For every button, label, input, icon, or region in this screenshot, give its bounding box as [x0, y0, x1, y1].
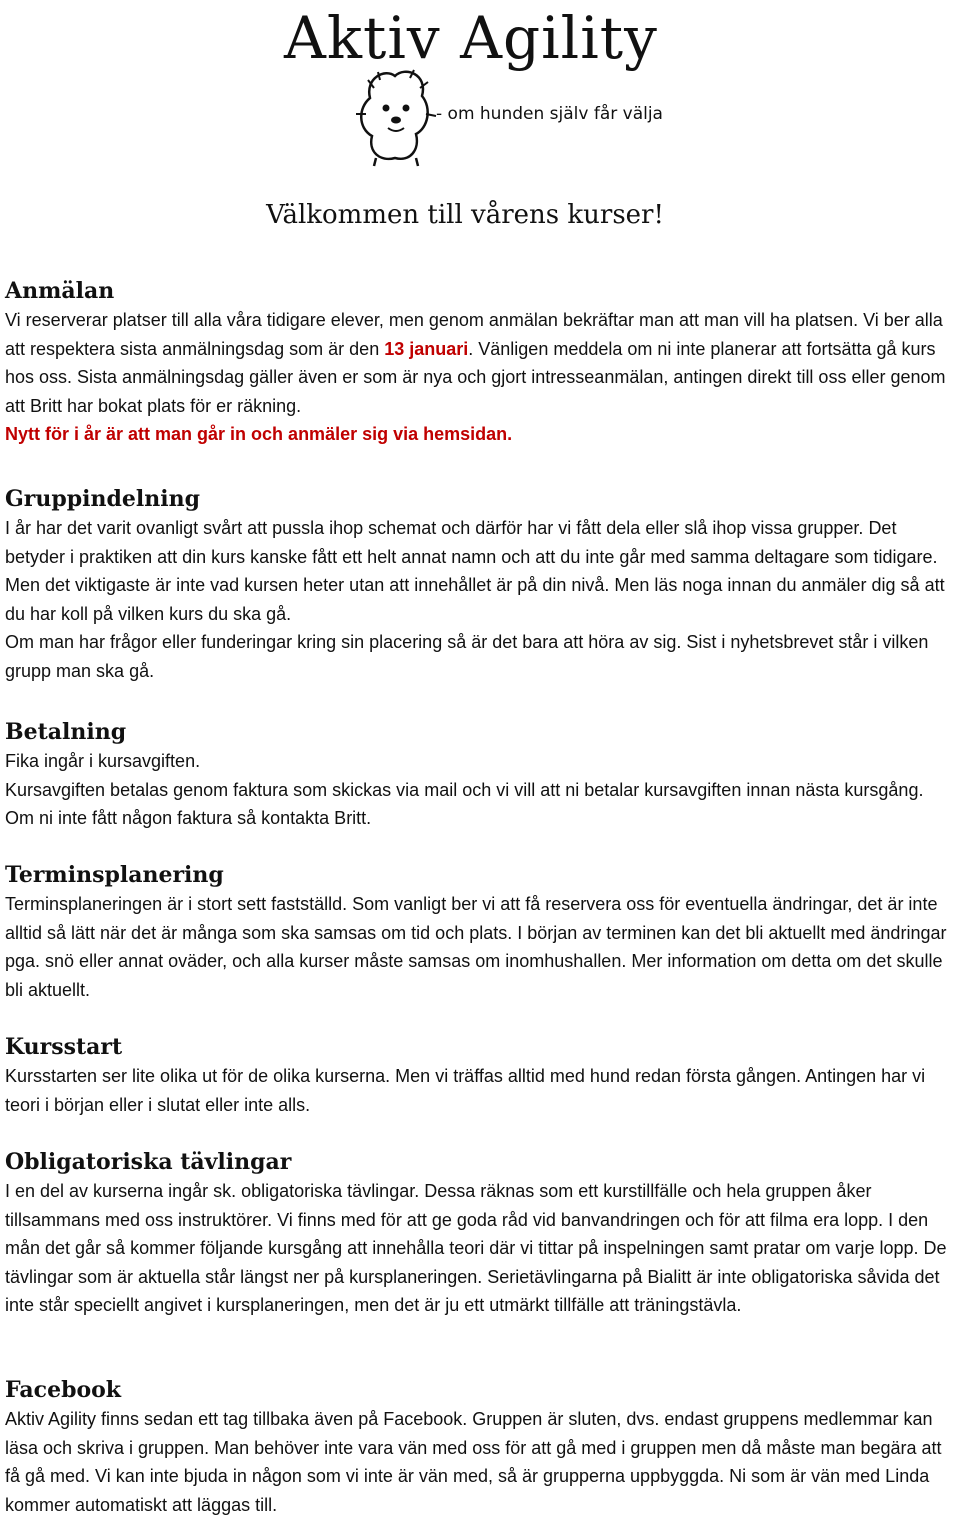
section-text: I år har det varit ovanligt svårt att pussla ihop schemat och därför har vi fått dela eller slå ihop vissa grupper. Det betyder i praktiken att din kurs kanske fått ett helt annat namn och att du inte går med samma deltagare som tidigare. Men det viktigaste är inte vad kursen heter utan att innehållet är på din nivå. Men läs noga innan du anmäler dig så att du har koll på vilken kurs du ska gå.: [5, 518, 945, 624]
section-text: Om man har frågor eller funderingar kring sin placering så är det bara att höra av sig. Sist i nyhetsbrevet står i vilken grupp man ska gå.: [5, 632, 929, 681]
section-heading: Anmälan: [5, 278, 115, 304]
logo-tagline: - om hunden själv får välja: [436, 104, 663, 124]
section-facebook: [5, 1375, 955, 1519]
section-kursstart: [5, 1032, 955, 1119]
section-betalning: [5, 717, 955, 833]
section-text: Terminsplaneringen är i stort sett fastställd. Som vanligt ber vi att få reservera oss för eventuella ändringar, det är inte alltid så lätt när det är många som ska samsas om tid och plats. I början av terminen kan det bli aktuellt med ändringar pga. snö eller annat oväder, och alla kurser måste samsas om inomhushallen. Mer information om detta om det skulle bli aktuellt.: [5, 894, 947, 1000]
section-obligatoriska-tavlingar: [5, 1147, 955, 1320]
section-text: Fika ingår i kursavgiften.: [5, 751, 201, 771]
text-span: . Vänligen meddela om ni inte planerar att fortsätta gå kurs hos oss. Sista anmälningsdag gäller även er som är nya och gjort intresseanmälan, antingen direkt till oss eller genom att Britt har bokat plats för er räkning.: [5, 338, 946, 416]
section-text: Kursstarten ser lite olika ut för de olika kurserna. Men vi träffas alltid med hund redan första gången. Antingen har vi teori i början eller i slutat eller inte alls.: [5, 1066, 926, 1115]
section-heading: Obligatoriska tävlingar: [5, 1149, 292, 1175]
news-note: Nytt för i år är att man går in och anmäler sig via hemsidan.: [5, 424, 513, 444]
section-heading: Kursstart: [5, 1034, 123, 1060]
section-terminsplanering: [5, 860, 955, 1004]
text-span: Vi reserverar platser till alla våra tidigare elever, men genom anmälan bekräftar man att man vill ha platsen. Vi ber alla att respektera sista anmälningsdag som är den: [5, 310, 943, 359]
section-heading: Betalning: [5, 719, 127, 745]
logo-title: Aktiv Agility: [284, 4, 658, 72]
section-anmalan: [5, 276, 955, 449]
deadline-date: 13 januari: [384, 338, 469, 359]
dog-illustration-icon: [340, 58, 450, 168]
section-heading: Terminsplanering: [5, 862, 224, 888]
section-gruppindelning: [5, 484, 955, 685]
section-text: [5, 306, 955, 449]
logo: [280, 0, 710, 170]
section-heading: Facebook: [5, 1377, 122, 1403]
section-text: Aktiv Agility finns sedan ett tag tillbaka även på Facebook. Gruppen är sluten, dvs. endast gruppens medlemmar kan läsa och skriva i gruppen. Man behöver inte vara vän med oss för att gå med i gruppen men då måste man begära att få gå med. Vi kan inte bjuda in någon som vi inte är vän med, så är grupperna uppbyggda. Ni som är vän med Linda kommer automatiskt att läggas till.: [5, 1409, 942, 1515]
section-heading: Gruppindelning: [5, 486, 200, 512]
welcome-heading: Välkommen till vårens kurser!: [266, 200, 664, 230]
section-text: I en del av kurserna ingår sk. obligatoriska tävlingar. Dessa räknas som ett kurstillfälle och hela gruppen åker tillsammans med oss instruktörer. Vi finns med för att ge goda råd vid banvandringen och för att filma era lopp. I den mån det går så kommer följande kursgång att innehålla teori där vi tittar på inspelningen samt pratar om varje lopp. De tävlingar som är aktuella står längst ner på kursplaneringen. Serietävlingarna på Bialitt är inte obligatoriska såvida det inte står speciellt angivet i kursplaneringen, men det är ju ett utmärkt tillfälle att träningstävla.: [5, 1181, 947, 1315]
section-text: Kursavgiften betalas genom faktura som skickas via mail och vi vill att ni betalar kursavgiften innan nästa kursgång. Om ni inte fått någon faktura så kontakta Britt.: [5, 779, 924, 828]
